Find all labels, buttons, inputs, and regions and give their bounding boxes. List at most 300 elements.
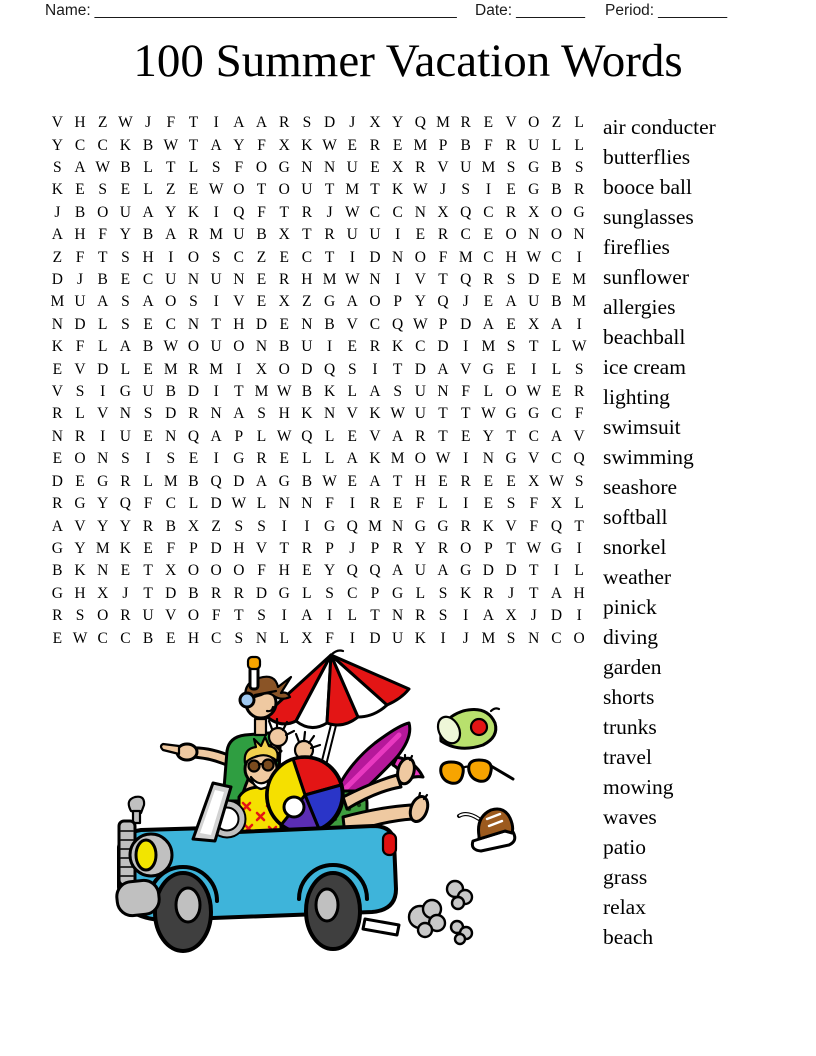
kid-sunglasses-icon [249,761,260,772]
grid-letter: N [255,629,268,647]
grid-letter: C [210,629,222,647]
grid-letter: K [74,562,86,580]
grid-letter: I [145,450,151,468]
grid-letter: D [301,360,313,378]
grid-letter: J [122,584,129,602]
grid-letter: A [550,584,563,602]
grid-letter: Q [301,427,313,445]
name-blank-line: __________________________________________ [94,2,457,19]
grid-letter: T [370,181,380,199]
grid-letter: B [301,472,313,490]
grid-letter: S [506,271,516,289]
grid-letter: E [370,159,380,177]
grid-letter: G [505,405,517,423]
grid-letter: R [392,539,403,557]
grid-letter: B [279,338,290,356]
grid-letter: N [51,315,63,333]
grid-letter: S [121,450,130,468]
grid-letter: W [344,271,360,289]
grid-letter: Q [414,114,426,132]
grid-letter: M [572,271,587,289]
grid-letter: R [460,472,471,490]
grid-letter: U [460,159,472,177]
grid-letter: O [74,450,86,468]
grid-letter: L [324,427,335,445]
grid-letter: E [506,181,516,199]
grid-letter: P [393,293,402,311]
taillight-icon [383,833,396,855]
grid-letter: S [121,315,130,333]
grid-letter: V [346,405,358,423]
grid-letter: Y [119,517,131,535]
grid-letter: G [505,450,517,468]
grid-letter: C [551,405,562,423]
grid-letter: C [415,338,426,356]
period-label: Period: [605,2,655,19]
grid-letter: W [571,338,587,356]
grid-letter: E [166,629,176,647]
grid-letter: S [438,607,448,625]
grid-letter: U [528,293,540,311]
grid-letter: D [255,315,268,333]
grid-letter: E [120,562,131,580]
grid-letter: T [324,181,335,199]
grid-letter: L [256,495,267,513]
grid-letter: I [531,360,537,378]
grid-letter: U [528,136,540,154]
grid-letter: O [573,629,585,647]
grid-letter: E [302,562,312,580]
grid-letter: Q [369,562,381,580]
grid-letter: O [165,293,177,311]
word-list-item: beachball [603,325,686,349]
grid-letter: B [551,181,562,199]
grid-letter: W [163,338,179,356]
grid-letter: E [347,427,358,445]
exhaust-pipe [363,919,399,935]
word-list-item: air conducter [603,115,716,139]
grid-letter: E [52,450,63,468]
grid-letter: Y [97,517,109,535]
grid-letter: H [187,629,200,647]
grid-letter: Y [51,136,63,154]
date-field [475,2,585,20]
grid-letter: V [165,607,177,625]
grid-letter: R [256,450,267,468]
grid-letter: A [482,315,494,333]
grid-letter: D [550,607,563,625]
grid-letter: A [233,405,245,423]
grid-letter: I [100,427,106,445]
word-list-item: lighting [603,385,670,409]
grid-letter: X [392,159,404,177]
grid-letter: R [415,607,426,625]
snorkel-goggle-icon [240,693,254,707]
grid-letter: K [460,584,472,602]
grid-letter: W [435,450,451,468]
grid-letter: S [257,607,266,625]
grid-letter: B [460,136,471,154]
grid-letter: V [573,427,585,445]
grid-letter: W [481,405,496,423]
grid-letter: U [414,383,426,401]
grid-letter: M [345,181,360,199]
grid-letter: I [327,338,333,356]
grid-letter: C [460,226,471,244]
grid-letter: D [51,472,63,490]
grid-letter: O [278,181,290,199]
grid-letter: C [551,629,562,647]
grid-letter: C [369,203,381,221]
grid-letter: J [530,607,537,625]
grid-letter: A [550,315,563,333]
grid-letter: K [187,203,200,221]
grid-letter: E [460,427,471,445]
period-blank-line: ________ [658,2,728,19]
grid-letter: I [349,495,355,513]
grid-letter: G [414,517,426,535]
word-list-item: weather [603,565,672,589]
grid-letter: M [481,629,496,647]
word-list-item: relax [603,895,646,919]
grid-letter: A [210,136,222,154]
grid-letter: J [326,203,333,221]
grid-letter: T [188,136,199,154]
grid-letter: T [529,338,539,356]
grid-letter: S [302,114,312,132]
grid-letter: T [143,562,153,580]
grid-letter: S [211,248,221,266]
flying-hat-icon [434,708,499,748]
word-list-item: shorts [603,685,655,709]
grid-letter: T [529,584,539,602]
grid-letter: M [572,293,587,311]
grid-letter: H [233,539,245,557]
grid-letter: R [483,271,494,289]
grid-letter: T [574,517,584,535]
grid-letter: G [74,495,86,513]
word-list-item: sunflower [603,265,689,289]
grid-letter: L [279,629,289,647]
grid-letter: W [95,159,111,177]
grid-letter: C [74,136,86,154]
grid-letter: R [52,495,63,513]
grid-letter: S [75,607,85,625]
grid-letter: K [51,181,63,199]
grid-letter: Q [346,517,358,535]
grid-letter: A [437,562,449,580]
grid-letter: F [75,338,85,356]
grid-letter: S [75,383,85,401]
grid-letter: Y [392,114,404,132]
grid-letter: G [550,539,563,557]
grid-letter: F [257,203,266,221]
word-list-item: butterflies [603,145,691,169]
grid-letter: K [119,539,131,557]
grid-letter: R [52,607,63,625]
grid-letter: G [233,450,245,468]
grid-letter: E [483,293,494,311]
grid-letter: I [304,517,310,535]
grid-letter: O [414,450,426,468]
grid-letter: G [528,405,540,423]
grid-letter: H [233,315,245,333]
grid-letter: L [302,584,312,602]
grid-letter: S [53,159,62,177]
grid-letter: N [392,248,404,266]
grid-letter: D [51,271,63,289]
grid-letter: L [302,450,312,468]
grid-letter: M [95,539,110,557]
grid-letter: I [463,607,469,625]
grid-letter: L [574,495,584,513]
grid-letter: L [574,136,584,154]
flying-sunglasses-icon [441,760,513,783]
grid-letter: C [392,203,403,221]
grid-letter: F [166,539,176,557]
grid-letter: W [118,114,133,132]
grid-letter: O [505,383,517,401]
grid-letter: Q [573,450,585,468]
grid-letter: N [573,226,585,244]
grid-letter: H [414,472,426,490]
grid-letter: V [255,539,268,557]
grid-letter: E [392,495,403,513]
grid-letter: V [233,293,245,311]
grid-letter: J [462,293,469,311]
grid-letter: W [322,136,337,154]
grid-letter: O [210,562,222,580]
grid-letter: V [74,360,86,378]
grid-letter: G [97,472,109,490]
grid-letter: L [347,607,358,625]
grid-letter: C [97,629,108,647]
grid-letter: B [52,562,63,580]
grid-letter: E [506,472,516,490]
grid-letter: K [369,405,381,423]
grid-letter: G [278,159,290,177]
grid-letter: R [188,405,199,423]
grid-letter: R [437,539,449,557]
grid-letter: Y [323,562,336,580]
word-list-item: mowing [603,775,674,799]
grid-letter: A [51,226,63,244]
grid-letter: U [210,271,222,289]
grid-letter: G [460,562,472,580]
grid-letter: N [233,271,245,289]
grid-letter: R [210,584,222,602]
grid-letter: I [576,248,582,266]
grid-letter: X [97,584,109,602]
grid-letter: I [327,607,333,625]
grid-letter: L [143,472,153,490]
grid-letter: R [573,181,585,199]
grid-letter: U [414,562,426,580]
grid-letter: S [189,293,198,311]
grid-letter: R [573,383,585,401]
grid-letter: N [187,271,200,289]
word-list-item: swimsuit [603,415,681,439]
grid-letter: C [483,248,494,266]
grid-letter: M [209,360,224,378]
grid-letter: D [97,360,109,378]
grid-letter: I [213,114,219,132]
grid-letter: L [574,114,584,132]
grid-letter: W [276,383,292,401]
grid-letter: X [165,562,177,580]
grid-letter: M [436,114,450,132]
grid-letter: E [279,450,289,468]
grid-letter: D [165,584,177,602]
grid-letter: C [347,584,358,602]
grid-letter: K [414,629,426,647]
grid-letter: O [97,203,109,221]
grid-letter: C [97,136,108,154]
grid-letter: M [163,360,178,378]
grid-letter: G [573,203,585,221]
grid-letter: B [165,517,176,535]
bare-foot [407,794,431,824]
grid-letter: G [392,584,404,602]
grid-letter: D [187,383,200,401]
grid-letter: A [369,472,381,490]
word-list-item: patio [603,835,646,859]
grid-letter: U [74,293,86,311]
grid-letter: N [187,315,200,333]
grid-letter: K [369,450,381,468]
grid-letter: J [54,203,61,221]
grid-letter: S [234,629,244,647]
word-list-item: pinick [603,595,657,619]
grid-letter: E [483,495,494,513]
grid-letter: L [551,360,562,378]
grid-letter: Q [119,495,131,513]
grid-letter: W [322,472,337,490]
grid-letter: I [485,181,491,199]
grid-letter: D [165,405,177,423]
word-list-item: garden [603,655,662,679]
grid-letter: L [324,450,335,468]
grid-letter: U [210,338,222,356]
grid-letter: N [414,203,426,221]
grid-letter: Q [392,315,404,333]
grid-letter: I [100,383,106,401]
grid-letter: R [369,136,381,154]
grid-letter: E [188,181,199,199]
grid-letter: F [325,495,334,513]
grid-letter: N [323,405,336,423]
grid-letter: A [392,427,404,445]
grid-letter: T [211,315,221,333]
grid-letter: K [392,181,404,199]
grid-letter: H [278,562,290,580]
grid-letter: L [120,360,131,378]
grid-letter: I [576,315,582,333]
grid-letter: Y [233,136,245,154]
grid-letter: T [324,248,335,266]
grid-letter: H [505,248,517,266]
grid-letter: R [301,203,313,221]
grid-letter: D [210,539,222,557]
grid-letter: N [278,495,290,513]
grid-letter: G [51,539,63,557]
grid-letter: S [211,159,221,177]
grid-letter: L [97,338,108,356]
grid-letter: L [188,159,199,177]
grid-letter: F [574,405,584,423]
name-field [45,2,457,20]
grid-letter: W [526,539,542,557]
grid-letter: D [482,562,494,580]
grid-letter: I [463,450,469,468]
word-list-item: sunglasses [603,205,694,229]
grid-letter: Y [482,427,494,445]
grid-letter: S [506,629,516,647]
grid-letter: E [75,472,85,490]
grid-letter: T [143,584,153,602]
grid-letter: I [281,607,287,625]
grid-letter: Q [437,293,449,311]
grid-letter: E [483,226,494,244]
waving-hand [269,728,287,746]
exhaust-smoke [409,881,472,944]
grid-letter: I [576,607,582,625]
snorkel-tube-icon [250,667,258,689]
grid-letter: C [301,248,313,266]
grid-letter: V [51,383,63,401]
grid-letter: A [392,562,404,580]
grid-letter: U [119,203,131,221]
grid-letter: B [142,338,154,356]
grid-letter: L [438,495,448,513]
grid-letter: I [213,293,219,311]
grid-letter: A [142,293,154,311]
grid-letter: W [231,495,247,513]
grid-letter: B [74,203,86,221]
grid-letter: M [322,271,337,289]
grid-letter: T [302,226,312,244]
word-list-item: waves [603,805,657,829]
grid-letter: N [437,383,449,401]
grid-letter: U [142,607,154,625]
grid-letter: W [163,136,179,154]
grid-letter: C [528,427,539,445]
grid-letter: Y [165,203,177,221]
grid-letter: D [414,360,426,378]
grid-letter: U [301,338,313,356]
grid-letter: T [460,405,471,423]
grid-letter: S [257,405,266,423]
grid-letter: Z [211,517,221,535]
grid-letter: E [392,136,403,154]
grid-letter: M [368,517,382,535]
grid-letter: T [370,607,380,625]
grid-letter: C [142,271,154,289]
grid-letter: H [74,226,86,244]
grid-letter: N [392,607,404,625]
grid-letter: H [142,248,154,266]
grid-letter: I [349,629,355,647]
grid-letter: X [278,226,290,244]
grid-letter: I [463,338,469,356]
grid-letter: J [77,271,84,289]
grid-letter: N [369,271,381,289]
grid-letter: W [72,629,88,647]
grid-letter: J [145,114,152,132]
grid-letter: G [482,360,494,378]
grid-letter: G [51,584,63,602]
beach-ball-icon [267,757,343,833]
